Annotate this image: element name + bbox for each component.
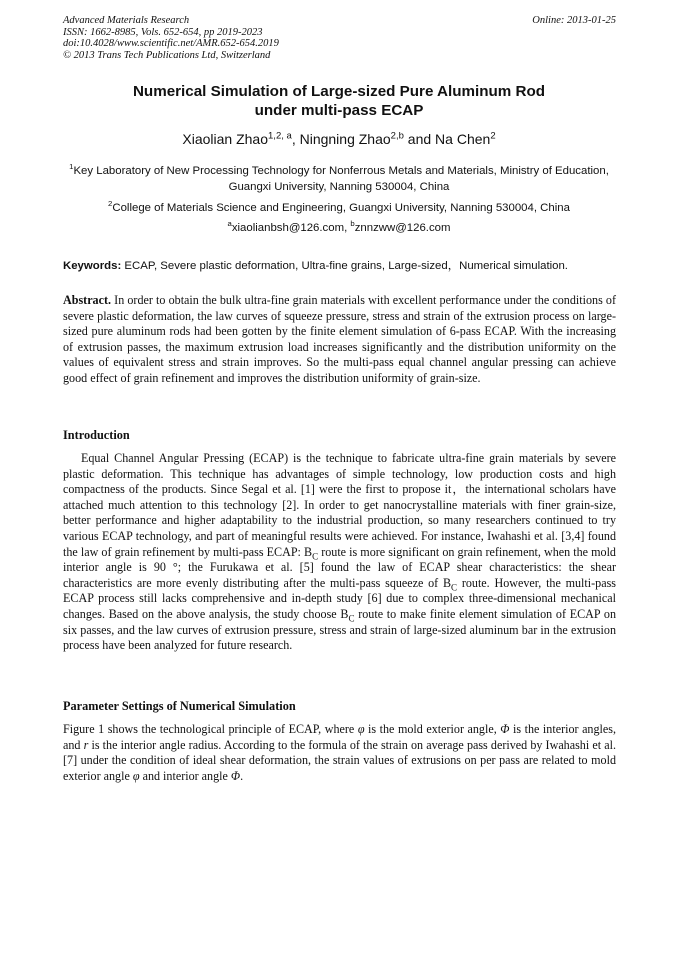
phi-symbol: φ: [357, 722, 365, 736]
param-text-4: is the interior angle radius. According to the formula of the strain on average pass derived by Iwahashi et al. [7] under the condition of ideal shear deformation, the strain values of extrusions on per pass are related to mold exterior angle: [63, 737, 616, 783]
intro-text-2: route is more significant on grain refinement, when the mold interior angle is 90 °; the Furukawa et al. [5] found the law of ECAP shear characteristics: the shear characteristics are more evenly distributing after the multi-pass squeeze of B: [63, 544, 616, 590]
affiliation-1-text: Key Laboratory of New Processing Technology for Nonferrous Metals and Materials, Ministry of Education, Guangxi University, Nanning 530004, China: [73, 165, 609, 193]
journal-name: Advanced Materials Research: [63, 15, 190, 26]
paper-title: [40, 82, 638, 120]
copyright-line: © 2013 Trans Tech Publications Ltd, Switzerland: [63, 49, 271, 61]
intro-text-1: Equal Channel Angular Pressing (ECAP) is the technique to fabricate ultra-fine grain materials by severe plastic deformation. This technique has advantages of simple technology, low production costs and high compactness of the products. Since Segal et al. [1] were the first to propose it，the international scholars have attached much attention to this technology [2]. In order to get nanocrystalline materials with finer grain-size, better performance and higher adaptability to the industrial production, so many researchers continued to try various ECAP technology, and part of meaningful results were achieved. For instance, Iwahashi et al. [3,4] found the law of grain refinement by multi-pass ECAP: B: [63, 451, 616, 559]
abstract-text: In order to obtain the bulk ultra-fine grain materials with excellent performance under the conditions of severe plastic deformation, the law curves of squeeze pressure, stress and strain of the extrusion process on large-sized pure aluminum rods had been gotten by the finite element simulation of 6-pass ECAP. With the increasing of extrusion passes, the maximum extrusion load increases significantly and the distribution uniformity on the values of equivalent stress and strain improves. So the multi-pass equal channel angular pressing can achieve good effect of grain refinement and improves the distribution uniformity of grain-size.: [63, 293, 616, 385]
abstract-label: Abstract.: [63, 293, 112, 307]
param-text-5: and interior angle: [139, 768, 231, 783]
doi-line: doi:10.4028/www.scientific.net/AMR.652-654.2019: [63, 38, 279, 50]
keywords-label: Keywords:: [63, 260, 122, 272]
abstract: [63, 293, 616, 387]
author-1-affiliation: 1,2, a: [268, 130, 292, 142]
param-text-2: is the mold exterior angle,: [364, 722, 501, 736]
page-header: [63, 15, 616, 61]
email-b[interactable]: znnzww@126.com: [354, 222, 451, 234]
online-date: Online: 2013-01-25: [532, 15, 616, 26]
param-text-1: Figure 1 shows the technological principle of ECAP, where: [63, 722, 358, 736]
title-line-2: under multi-pass ECAP: [254, 102, 424, 119]
param-text-3: is the interior angles, and: [63, 722, 616, 752]
author-2-affiliation: 2,b: [390, 130, 404, 142]
capital-phi-symbol-2: Φ: [230, 768, 241, 783]
intro-text-4: route to make finite element simulation of ECAP on six passes, and the law curves of extrusion pressure, stress and strain of large-sized aluminum bar in the extrusion process have been analyzed for future research.: [63, 606, 616, 653]
subscript-c-3: C: [348, 613, 355, 624]
author-1: Xiaolian Zhao: [182, 131, 269, 147]
phi-symbol-2: φ: [132, 768, 140, 783]
email-b-marker: b: [350, 219, 355, 229]
parameters-paragraph: [63, 722, 616, 784]
param-text-6: .: [240, 768, 244, 783]
author-3-affiliation: 2: [490, 130, 496, 142]
affiliation-2-marker: 2: [108, 199, 113, 209]
author-3: and Na Chen: [403, 131, 491, 147]
author-2: , Ningning Zhao: [291, 131, 391, 147]
r-symbol: r: [83, 737, 89, 752]
intro-text-3: route. However, the multi-pass ECAP process still lacks comprehensive and in-depth study [6] due to complex three-dimensional mechanical changes. Based on the above analysis, the study choose B: [63, 575, 616, 621]
keywords: [63, 257, 616, 273]
keywords-text: ECAP, Severe plastic deformation, Ultra-fine grains, Large-sized，Numerical simulation.: [121, 260, 568, 272]
subscript-c-2: C: [451, 582, 458, 593]
capital-phi-symbol: Φ: [500, 722, 510, 736]
affiliation-2-text: College of Materials Science and Engineering, Guangxi University, Nanning 530004, China: [112, 202, 570, 214]
author-list: [40, 131, 638, 147]
email-a-marker: a: [227, 219, 232, 229]
subscript-c-1: C: [312, 550, 319, 561]
affiliation-2: [60, 201, 618, 217]
introduction-heading: Introduction: [63, 428, 130, 442]
introduction-paragraph: [63, 451, 616, 654]
author-emails: [60, 221, 618, 237]
title-line-1: Numerical Simulation of Large-sized Pure Aluminum Rod: [132, 83, 546, 100]
email-a[interactable]: xiaolianbsh@126.com,: [231, 222, 351, 234]
affiliation-1: [60, 164, 618, 195]
issn-line: ISSN: 1662-8985, Vols. 652-654, pp 2019-2023: [63, 26, 263, 38]
affiliation-1-marker: 1: [69, 162, 74, 172]
parameters-heading: Parameter Settings of Numerical Simulation: [63, 699, 296, 713]
